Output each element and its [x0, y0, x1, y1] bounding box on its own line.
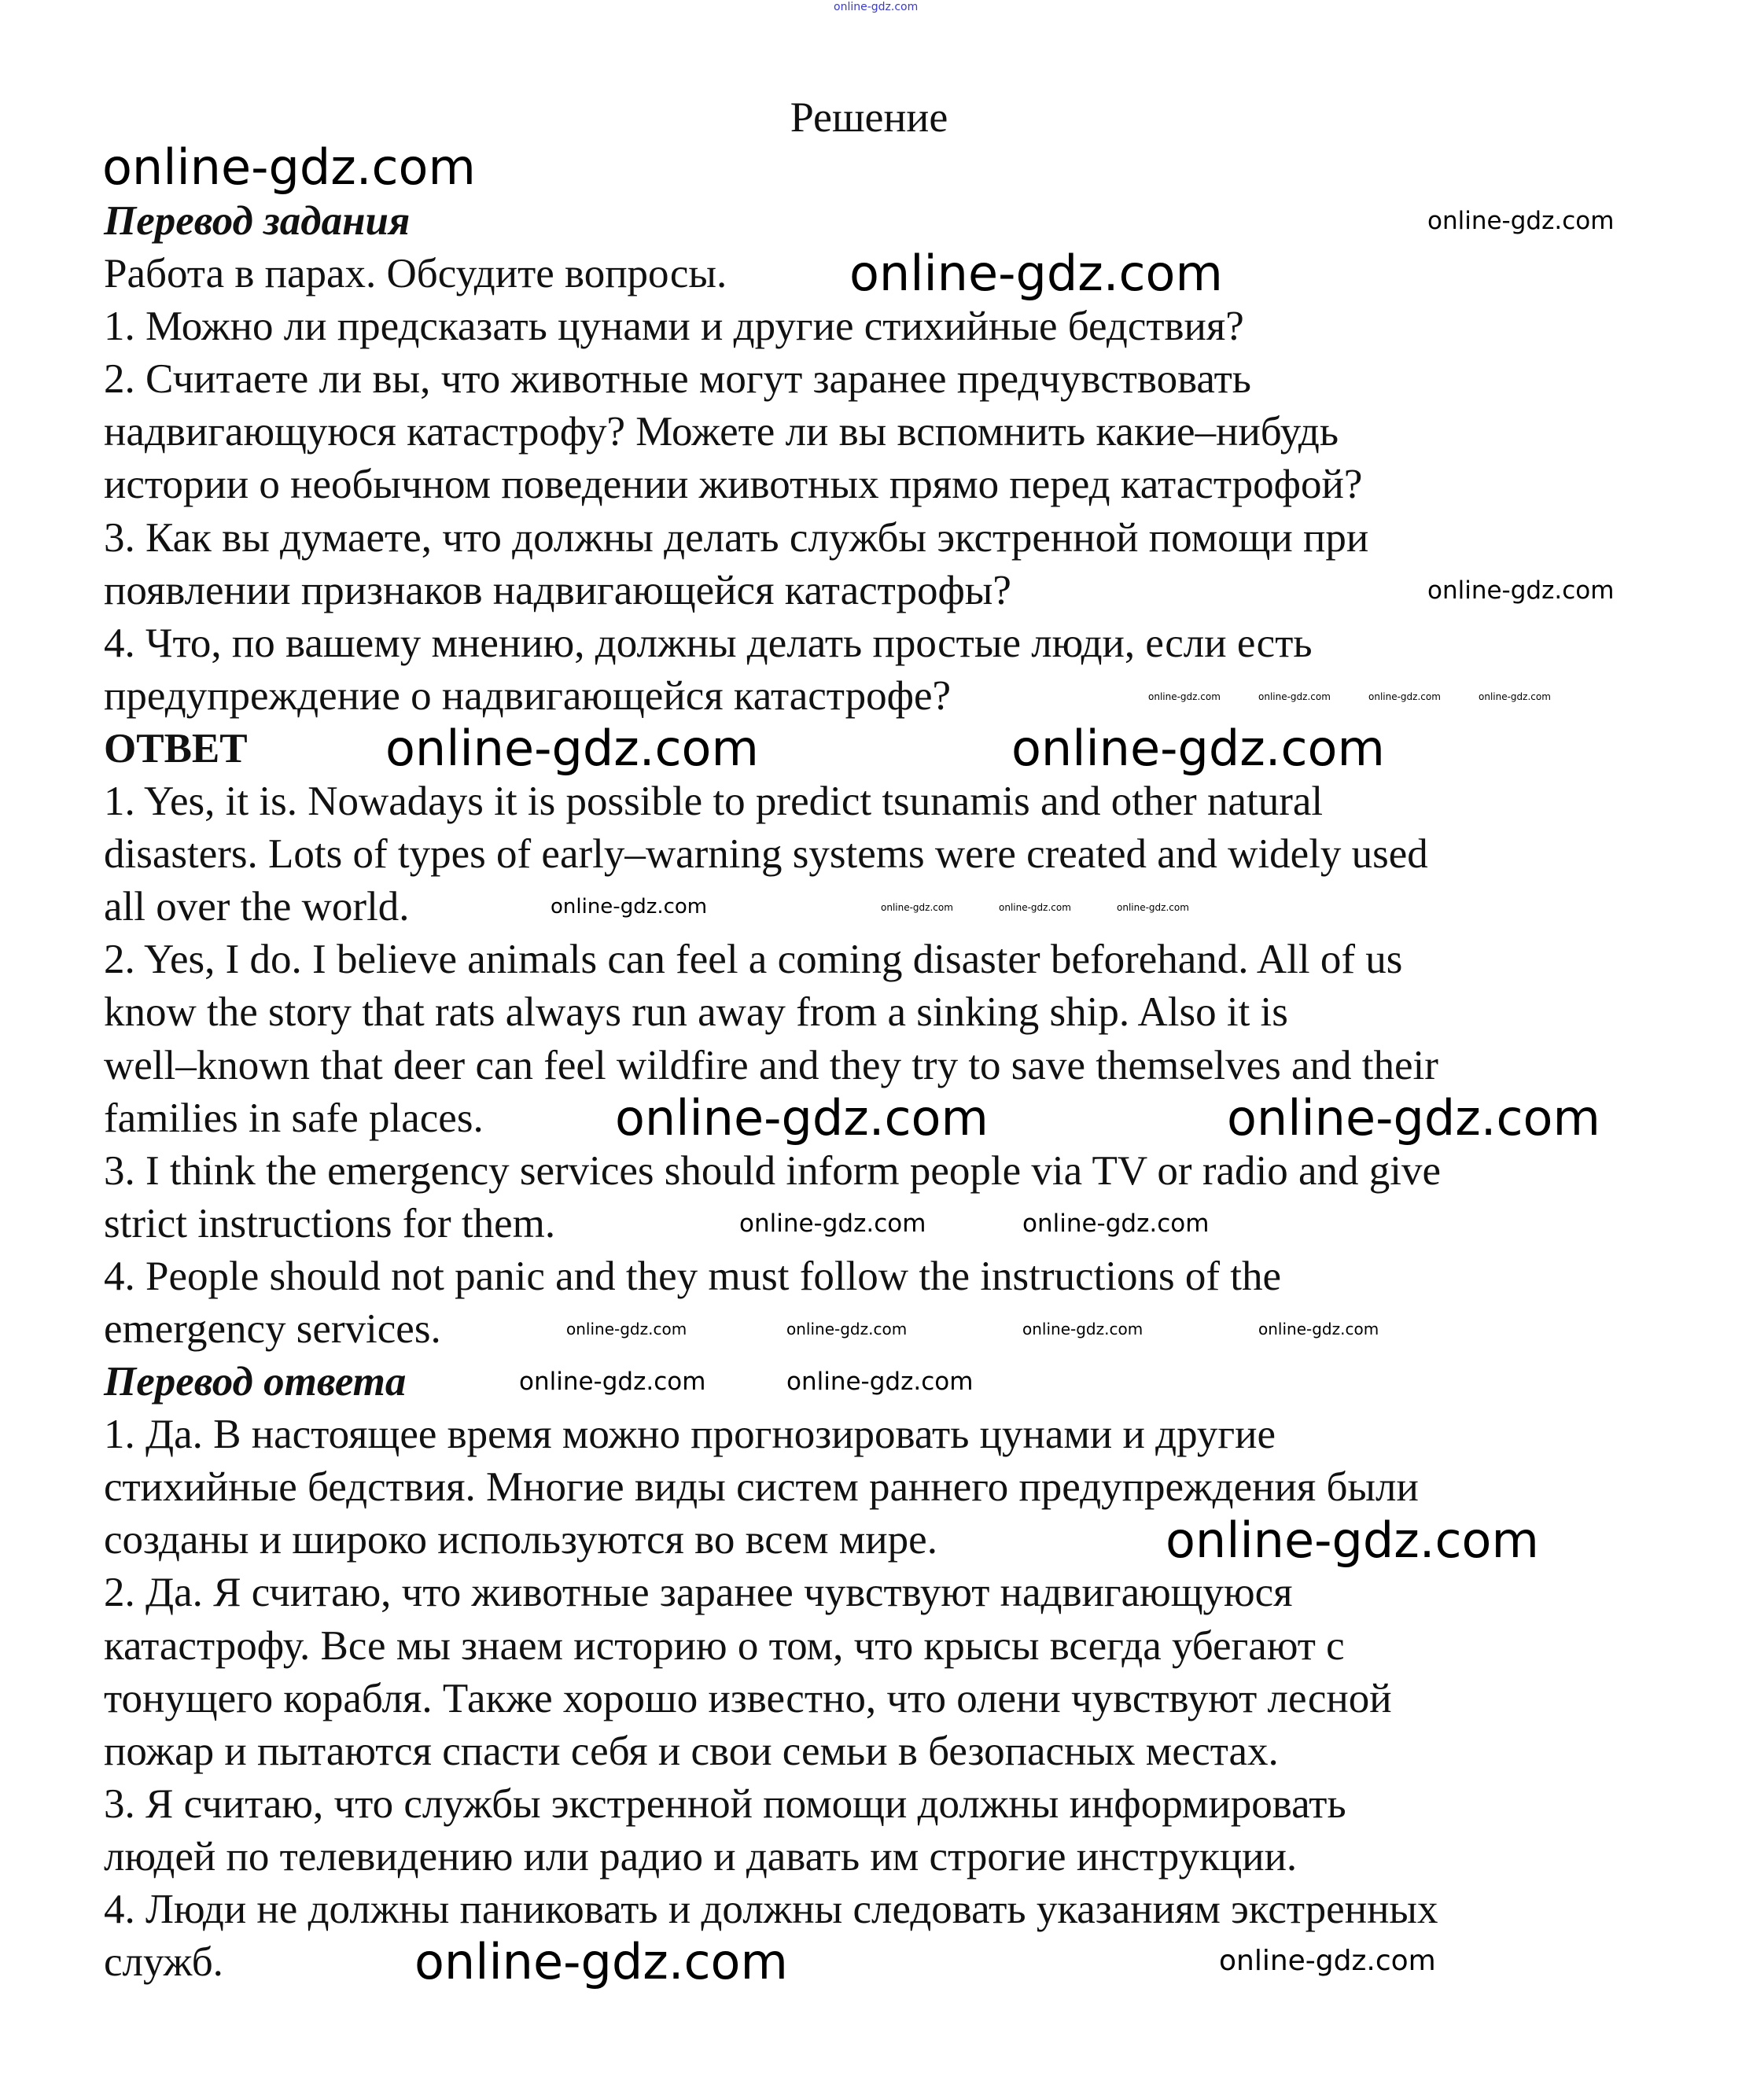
section-heading: ОТВЕТ	[104, 725, 248, 771]
paragraph	[104, 512, 1637, 617]
watermark: online-gdz.com	[1011, 720, 1385, 777]
paragraph	[104, 353, 1637, 511]
watermark: online-gdz.com	[1166, 1511, 1539, 1569]
watermark: online-gdz.com	[739, 1210, 926, 1238]
text-line: служб.	[104, 1939, 223, 1986]
text-line: стихийные бедствия. Многие виды систем раннего предупреждения были	[104, 1464, 1419, 1511]
watermark: online-gdz.com	[999, 902, 1071, 913]
text-line: 3. Как вы думаете, что должны делать службы экстренной помощи при	[104, 514, 1369, 561]
watermark: online-gdz.com	[551, 895, 708, 919]
text-line: 3. Я считаю, что службы экстренной помощи должны информировать	[104, 1780, 1346, 1827]
watermark: online-gdz.com	[1148, 691, 1221, 702]
text-line: 2. Считаете ли вы, что животные могут заранее предчувствовать	[104, 356, 1251, 403]
text-line: strict instructions for them.	[104, 1200, 556, 1246]
text-line: надвигающуюся катастрофу? Можете ли вы вспомнить какие–нибудь	[104, 409, 1339, 455]
watermark: online-gdz.com	[1219, 1945, 1436, 1977]
paragraph	[104, 617, 1637, 723]
text-line: disasters. Lots of types of early–warning systems were created and widely used	[104, 831, 1428, 878]
watermark: online-gdz.com	[834, 1, 919, 13]
watermark: online-gdz.com	[102, 138, 476, 196]
watermark: online-gdz.com	[786, 1368, 974, 1396]
watermark: online-gdz.com	[849, 245, 1223, 302]
text-line: созданы и широко используются во всем мире.	[104, 1517, 937, 1563]
paragraph	[104, 1250, 1637, 1356]
text-line: emergency services.	[104, 1305, 441, 1352]
paragraph	[104, 775, 1637, 933]
section-heading: Перевод ответа	[104, 1359, 407, 1405]
text-line: 4. Что, по вашему мнению, должны делать простые люди, если есть	[104, 620, 1313, 666]
watermark: online-gdz.com	[1368, 691, 1441, 702]
text-line: людей по телевидению или радио и давать им строгие инструкции.	[104, 1833, 1298, 1880]
text-line: know the story that rats always run away from a sinking ship. Also it is	[104, 989, 1288, 1036]
text-line: предупреждение о надвигающейся катастрофе?	[104, 672, 952, 719]
watermark: online-gdz.com	[1022, 1210, 1210, 1238]
text-line: тонущего корабля. Также хорошо известно, что олени чувствуют лесной	[104, 1675, 1392, 1721]
text-line: 2. Yes, I do. I believe animals can feel a coming disaster beforehand. All of us	[104, 937, 1403, 983]
paragraph	[104, 1778, 1637, 1883]
watermark: online-gdz.com	[1022, 1320, 1143, 1338]
watermark: online-gdz.com	[385, 720, 759, 777]
text-line: 1. Yes, it is. Nowadays it is possible to predict tsunamis and other natural	[104, 779, 1324, 825]
paragraph	[104, 1567, 1637, 1777]
text-line: 4. People should not panic and they must follow the instructions of the	[104, 1253, 1282, 1299]
watermark: online-gdz.com	[1479, 691, 1551, 702]
watermark: online-gdz.com	[881, 902, 953, 913]
text-line: 4. Люди не должны паниковать и должны следовать указаниям экстренных	[104, 1887, 1438, 1932]
page-title: Решение	[790, 94, 948, 141]
watermark: online-gdz.com	[1227, 1089, 1600, 1147]
text-line: 2. Да. Я считаю, что животные заранее чувствуют надвигающуюся	[104, 1570, 1293, 1616]
text-line: появлении признаков надвигающейся катастрофы?	[104, 567, 1011, 613]
text-line: families in safe places.	[104, 1095, 484, 1141]
watermark: online-gdz.com	[1258, 691, 1331, 702]
watermark: online-gdz.com	[1427, 576, 1615, 605]
text-line: 1. Можно ли предсказать цунами и другие стихийные бедствия?	[104, 304, 1244, 350]
text-line: 1. Да. В настоящее время можно прогнозировать цунами и другие	[104, 1412, 1276, 1458]
text-line: well–known that deer can feel wildfire and they try to save themselves and their	[104, 1042, 1438, 1088]
text-line: катастрофу. Все мы знаем историю о том, что крысы всегда убегают с	[104, 1622, 1345, 1669]
watermark: online-gdz.com	[1427, 207, 1615, 235]
text-line: Работа в парах. Обсудите вопросы.	[104, 251, 727, 297]
watermark: online-gdz.com	[1117, 902, 1189, 913]
watermark: online-gdz.com	[519, 1368, 706, 1396]
text-line: пожар и пытаются спасти себя и свои семьи в безопасных местах.	[104, 1728, 1279, 1774]
watermark: online-gdz.com	[566, 1320, 687, 1338]
watermark: online-gdz.com	[786, 1320, 908, 1338]
watermark: online-gdz.com	[414, 1933, 788, 1990]
paragraph	[104, 300, 1637, 353]
watermark: online-gdz.com	[615, 1089, 989, 1147]
section-heading: Перевод задания	[104, 198, 411, 244]
watermark: online-gdz.com	[1258, 1320, 1379, 1338]
text-line: 3. I think the emergency services should inform people via TV or radio and give	[104, 1147, 1441, 1194]
text-line: истории о необычном поведении животных прямо перед катастрофой?	[104, 462, 1363, 508]
text-line: all over the world.	[104, 884, 410, 930]
